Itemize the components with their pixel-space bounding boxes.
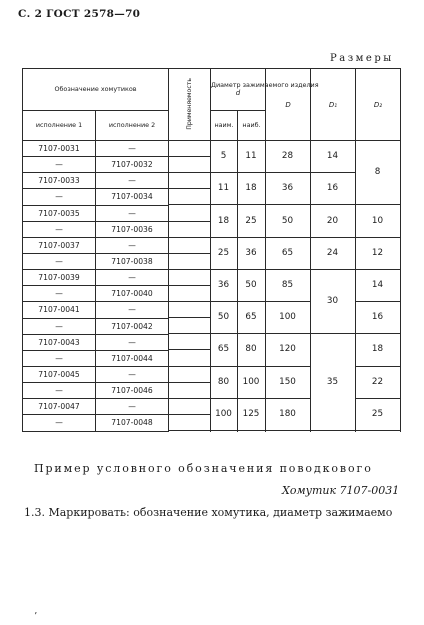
table-row [23, 302, 401, 318]
variant-1-cell: 7107-0031 [23, 141, 96, 157]
divider-line [168, 349, 210, 350]
D2-value: 10 [371, 215, 384, 226]
variant-2-cell: — [96, 237, 169, 253]
d-max-value: 11 [245, 151, 257, 162]
page-header: С. 2 ГОСТ 2578—70 [18, 8, 141, 20]
data-cell [169, 415, 211, 431]
table-row [23, 141, 401, 157]
divider-line [355, 398, 400, 399]
divider-line [310, 269, 355, 270]
d-min-value: 36 [217, 280, 230, 290]
d-min-value: 5 [220, 151, 227, 162]
marking-line: 1.3. Маркировать: обозначение хомутика, диаметр зажимаемо [24, 506, 393, 519]
d-min-value: 80 [217, 376, 230, 387]
d-max-value: 25 [245, 215, 257, 226]
divider-line [310, 204, 355, 205]
divider-line [168, 366, 310, 367]
data-cell [169, 189, 211, 205]
variant-2-cell: — [96, 399, 169, 415]
header-variant-2: исполнение 2 [96, 111, 169, 141]
D-value: 180 [279, 408, 296, 419]
variant-2-cell: 7107-0048 [96, 415, 169, 431]
diameter-symbol: d [235, 89, 241, 97]
divider-line [168, 156, 210, 157]
divider-line [168, 221, 210, 222]
divider-line [168, 414, 210, 415]
variant-2-cell: 7107-0044 [96, 350, 169, 366]
d-max-value: 100 [242, 376, 260, 387]
variant-2-cell: — [96, 334, 169, 350]
variant-2-cell: — [96, 205, 169, 221]
variant-1-cell: — [23, 318, 96, 334]
divider-line [168, 237, 310, 238]
D2-value: 25 [371, 408, 384, 419]
divider-line [355, 204, 400, 205]
variant-1-cell: — [23, 350, 96, 366]
divider-line [355, 366, 400, 367]
D-value: 150 [279, 376, 296, 387]
header-designation: Обозначение хомутиков [23, 69, 169, 111]
d-min-value: 11 [217, 183, 230, 194]
D-value: 65 [281, 247, 294, 258]
D1-value: 24 [326, 247, 339, 258]
data-cell [169, 318, 211, 334]
d-max-value: 80 [245, 344, 257, 355]
variant-2-cell: — [96, 366, 169, 382]
variant-2-cell: 7107-0040 [96, 286, 169, 302]
d-min-value: 18 [217, 215, 230, 226]
table-row [23, 205, 401, 221]
table-row [23, 366, 401, 382]
variant-2-cell: 7107-0032 [96, 157, 169, 173]
table-row [23, 399, 401, 415]
d-min-value: 100 [215, 408, 232, 419]
D-value: 100 [279, 312, 296, 323]
data-cell [169, 141, 211, 157]
corner-mark: ʼ [34, 612, 37, 622]
D1-value: 30 [326, 296, 339, 307]
variant-1-cell: 7107-0041 [23, 302, 96, 318]
variant-1-cell: — [23, 189, 96, 205]
D-value: 50 [281, 215, 294, 226]
D1-value: 16 [326, 183, 339, 194]
table-row [23, 221, 401, 237]
variant-1-cell: — [23, 383, 96, 399]
D1-value: 20 [326, 215, 339, 226]
divider-line [168, 204, 310, 205]
table-row [23, 286, 401, 302]
d-max-value: 50 [245, 280, 257, 290]
D2-value: 8 [374, 167, 381, 178]
variant-1-cell: 7107-0045 [23, 366, 96, 382]
d-max-value: 65 [245, 312, 257, 323]
table-row [23, 173, 401, 189]
divider-line [168, 317, 210, 318]
table-row [23, 157, 401, 173]
data-cell [169, 399, 211, 415]
table-row [23, 318, 401, 334]
data-cell [169, 270, 211, 286]
sizes-title: Размеры [330, 53, 394, 64]
divider-line [168, 188, 210, 189]
data-cell [169, 173, 211, 189]
header-D1: D₁ [311, 69, 356, 141]
dimensions-table [22, 68, 401, 432]
variant-1-cell: 7107-0033 [23, 173, 96, 189]
table-row [23, 350, 401, 366]
divider-line [168, 333, 310, 334]
divider-line [168, 430, 400, 431]
data-cell [169, 253, 211, 269]
variant-2-cell: — [96, 270, 169, 286]
data-cell [169, 334, 211, 350]
variant-2-cell: 7107-0034 [96, 189, 169, 205]
variant-1-cell: 7107-0035 [23, 205, 96, 221]
data-cell [169, 366, 211, 382]
D2-value: 12 [371, 247, 384, 258]
table-row [23, 415, 401, 431]
D1-value: 35 [326, 376, 339, 387]
variant-1-cell: 7107-0039 [23, 270, 96, 286]
divider-line [168, 253, 210, 254]
variant-2-cell: 7107-0036 [96, 221, 169, 237]
D2-value: 16 [371, 312, 384, 323]
variant-1-cell: 7107-0037 [23, 237, 96, 253]
divider-line [310, 237, 355, 238]
divider-line [168, 398, 310, 399]
data-cell [311, 270, 356, 286]
data-cell [169, 237, 211, 253]
D2-value: 18 [371, 344, 384, 355]
variant-2-cell: 7107-0038 [96, 253, 169, 269]
data-cell [311, 334, 356, 350]
data-cell [169, 221, 211, 237]
d-max-value: 36 [245, 247, 257, 258]
data-cell [169, 383, 211, 399]
header-D2: D₂ [356, 69, 401, 141]
data-cell [311, 318, 356, 334]
divider-line [168, 269, 310, 270]
variant-2-cell: 7107-0042 [96, 318, 169, 334]
divider-line [168, 301, 310, 302]
D-value: 36 [281, 183, 294, 194]
data-cell [311, 399, 356, 415]
data-cell [356, 141, 401, 157]
table-row [23, 237, 401, 253]
variant-2-cell: 7107-0046 [96, 383, 169, 399]
variant-1-cell: — [23, 286, 96, 302]
variant-1-cell: — [23, 415, 96, 431]
data-cell [169, 157, 211, 173]
divider-line [310, 172, 355, 173]
variant-1-cell: 7107-0043 [23, 334, 96, 350]
D-value: 28 [281, 151, 294, 162]
D2-value: 22 [371, 376, 384, 387]
divider-line [355, 269, 400, 270]
data-cell [311, 415, 356, 431]
D2-value: 14 [371, 280, 384, 290]
header-D: D [266, 69, 311, 141]
example-designation: Хомутик 7107-0031 [282, 484, 400, 497]
divider-line [310, 333, 355, 334]
header-d-max: наиб. [238, 111, 266, 141]
d-min-value: 65 [217, 344, 230, 355]
divider-line [168, 285, 210, 286]
variant-2-cell: — [96, 173, 169, 189]
data-cell [311, 350, 356, 366]
example-line: Пример условного обозначения поводкового [34, 462, 373, 475]
D1-value: 14 [326, 151, 339, 162]
data-cell [356, 189, 401, 205]
d-min-value: 50 [217, 312, 230, 323]
data-cell [169, 350, 211, 366]
data-cell [169, 302, 211, 318]
table-row [23, 334, 401, 350]
divider-line [355, 301, 400, 302]
data-cell [169, 205, 211, 221]
header-diameter: Диаметр зажимаемого изделия d [211, 69, 266, 111]
table-row [23, 189, 401, 205]
header-d-min: наим. [211, 111, 238, 141]
divider-line [168, 172, 310, 173]
data-cell [169, 286, 211, 302]
variant-2-cell: — [96, 141, 169, 157]
divider-line [355, 237, 400, 238]
variant-2-cell: — [96, 302, 169, 318]
divider-line [355, 333, 400, 334]
d-max-value: 18 [245, 183, 257, 194]
D-value: 85 [281, 280, 294, 290]
D-value: 120 [279, 344, 296, 355]
d-max-value: 125 [242, 408, 260, 419]
table-row [23, 383, 401, 399]
header-application: Применяемость [169, 69, 211, 141]
variant-1-cell: — [23, 157, 96, 173]
variant-1-cell: — [23, 221, 96, 237]
divider-line [168, 382, 210, 383]
header-variant-1: исполнение 1 [23, 111, 96, 141]
table-row [23, 270, 401, 286]
variant-1-cell: 7107-0047 [23, 399, 96, 415]
variant-1-cell: — [23, 253, 96, 269]
table-row [23, 253, 401, 269]
d-min-value: 25 [217, 247, 230, 258]
